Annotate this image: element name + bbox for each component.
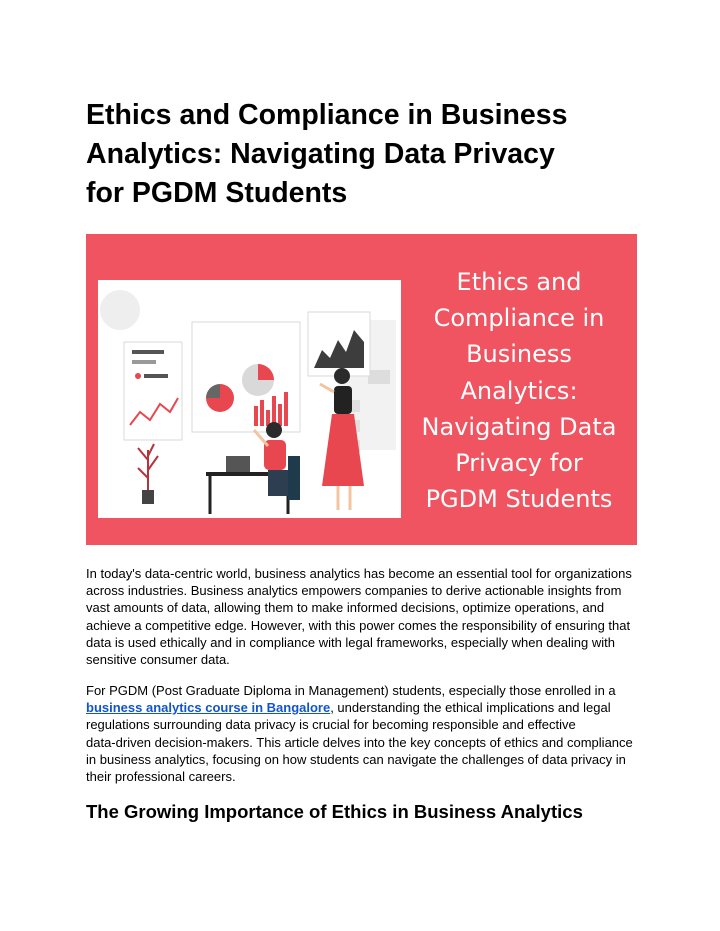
hero-banner — [86, 234, 637, 545]
person-head — [266, 422, 282, 438]
small-panel — [368, 370, 390, 384]
dashboard-panel-left — [124, 342, 182, 440]
legend-line — [144, 374, 168, 378]
paragraph-line: vast amounts of data, allowing them to make informed decisions, optimize operations, and — [86, 600, 605, 616]
title-line: Analytics: Navigating Data Privacy — [86, 138, 555, 170]
legend-dot — [135, 373, 141, 379]
plant-pot — [142, 490, 154, 504]
banner-title — [406, 264, 632, 517]
paragraph-line: data-driven decision-makers. This article delves into the key concepts of ethics and compliance — [86, 734, 633, 750]
banner-line: Compliance in — [433, 304, 605, 333]
person-arm — [320, 384, 334, 392]
bar — [278, 404, 282, 426]
analytics-dashboard-illustration — [98, 280, 401, 518]
paragraph-line: their professional careers. — [86, 769, 236, 785]
banner-line: Analytics: — [460, 376, 578, 405]
bar — [272, 396, 276, 426]
paragraph-line: , understanding the ethical implications and legal — [330, 700, 611, 716]
title-line: Ethics and Compliance in Business — [86, 99, 568, 131]
bg-circle — [100, 290, 140, 330]
bar — [260, 400, 264, 426]
bar — [284, 392, 288, 426]
banner-line: Ethics and — [456, 268, 582, 296]
legend-line — [132, 350, 164, 354]
laptop — [226, 456, 250, 472]
document-title — [86, 96, 646, 213]
banner-line: PGDM Students — [425, 485, 613, 514]
banner-line: Business — [466, 340, 572, 369]
person-head — [334, 368, 350, 384]
paragraph-line: regulations surrounding data privacy is crucial for becoming responsible and effective — [86, 717, 576, 733]
banner-line: Privacy for — [455, 449, 583, 478]
section-heading: The Growing Importance of Ethics in Business Analytics — [86, 801, 583, 822]
legend-line — [132, 360, 156, 364]
banner-line: Navigating Data — [421, 412, 617, 441]
person-legs — [268, 470, 288, 496]
analytics-illustration — [98, 280, 401, 518]
paragraph-line: data is used ethically and in compliance with legal frameworks, especially when dealing with — [86, 634, 615, 650]
intro-paragraph — [86, 565, 642, 668]
paragraph-line: achieve a competitive edge. However, with this power comes the responsibility of ensuring that — [86, 617, 631, 633]
person-top — [334, 386, 352, 414]
title-line: for PGDM Students — [86, 177, 348, 209]
paragraph-line: In today's data-centric world, business analytics has become an essential tool for organizations — [86, 566, 632, 581]
chair — [288, 456, 300, 500]
paragraph-line: across industries. Business analytics empowers companies to derive actionable insights from — [86, 583, 622, 599]
bar — [254, 406, 258, 426]
paragraph-line: For PGDM (Post Graduate Diploma in Management) students, especially those enrolled in a — [86, 683, 616, 698]
paragraph-line: in business analytics, focusing on how students can navigate the challenges of data privacy in — [86, 751, 626, 767]
pgdm-paragraph — [86, 682, 642, 785]
paragraph-line: sensitive consumer data. — [86, 652, 230, 668]
course-link[interactable]: business analytics course in Bangalore — [86, 700, 331, 716]
